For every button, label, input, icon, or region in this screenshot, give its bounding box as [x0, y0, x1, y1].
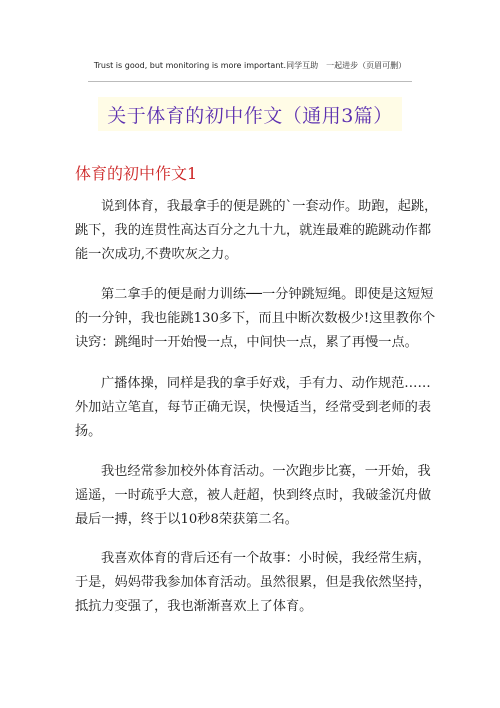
header-divider [88, 81, 412, 82]
paragraph-line: 外加站立笔直，每节正确无误，快慢适当，经常受到老师的表 [75, 400, 432, 415]
paragraph-line: 遥遥，一时疏乎大意，被人赶超，快到终点时，我破釜沉舟做 [75, 488, 432, 503]
paragraph-line: 扬。 [75, 424, 102, 439]
paragraph-line: 说到体育，我最拿手的便是跳的`一套动作。助跑，起跳， [101, 199, 438, 214]
paragraph-line: 广播体操，同样是我的拿手好戏，手有力、动作规范…… [101, 376, 431, 391]
paragraph-line: 抵抗力变强了，我也渐渐喜欢上了体育。 [75, 599, 313, 614]
document-title: 关于体育的初中作文（通用3篇） [107, 105, 393, 127]
paragraph-line: 第二拿手的便是耐力训练──一分钟跳短绳。即使是这短短 [101, 287, 434, 302]
paragraph-line: 我也经常参加校外体育活动。一次跑步比赛，一开始，我 [101, 464, 431, 479]
paragraph-4 [75, 460, 432, 532]
paragraph-line: 跳下，我的连贯性高达百分之九十九，就连最难的跪跳动作都 [75, 223, 432, 238]
paragraph-5 [75, 547, 432, 619]
section-title: 体育的初中作文1 [75, 164, 198, 183]
paragraph-line: 的一分钟，我也能跳130多下，而且中断次数极少!这里教你个 [75, 311, 436, 326]
paragraph-line: 我喜欢体育的背后还有一个故事：小时候，我经常生病， [101, 551, 431, 566]
paragraph-1 [75, 195, 438, 267]
paragraph-3 [75, 372, 432, 444]
paragraph-2 [75, 283, 436, 355]
paragraph-line: 于是，妈妈带我参加体育活动。虽然很累，但是我依然坚持， [75, 575, 432, 590]
paragraph-line: 诀窍：跳绳时一开始慢一点，中间快一点，累了再慢一点。 [75, 335, 418, 350]
page-header: Trust is good, but monitoring is more important.同学互助 一起进步（页眉可删） [93, 61, 407, 70]
paragraph-line: 能一次成功,不费吹灰之力。 [75, 247, 238, 262]
paragraph-line: 最后一搏，终于以10秒8荣获第二名。 [75, 512, 298, 527]
